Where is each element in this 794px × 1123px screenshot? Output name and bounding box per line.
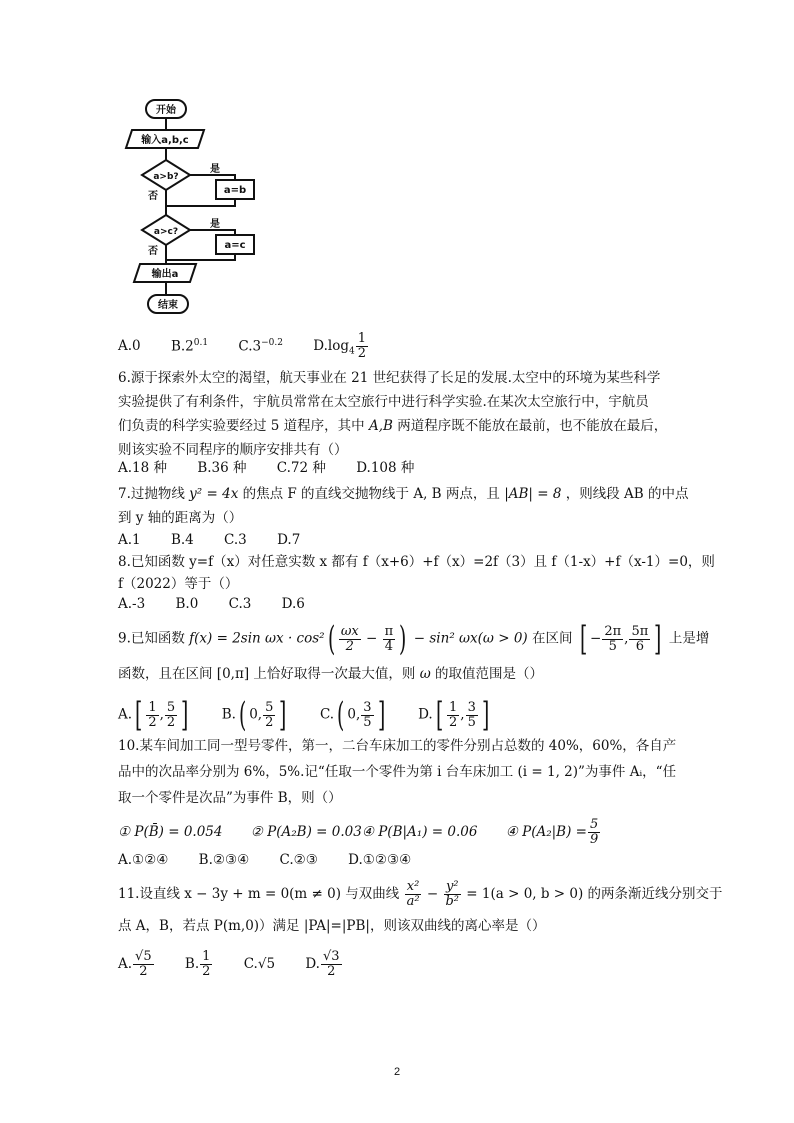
q5-option-b-exp: 0.1 — [193, 337, 209, 348]
q9-frac2-den: 4 — [384, 638, 394, 654]
q10-line2: 品中的次品率分别为 6%，5%.记“任取一个零件为第 i 台车床加工 (i = 1, 2)”为事件 Aᵢ，“任 — [118, 764, 677, 780]
q6-option-a: A.18 种 — [118, 460, 168, 476]
q10-statement-4-den: 9 — [589, 832, 599, 847]
q10-option-d: D.①②③④ — [348, 852, 412, 868]
q9-options — [118, 695, 518, 735]
q7-option-b: B.4 — [170, 532, 194, 548]
q11-minus: − — [422, 886, 443, 902]
q9-minus: − — [361, 630, 382, 647]
q11-frac-y — [443, 880, 461, 909]
q5-option-c-prefix: C. — [238, 338, 253, 354]
q9-option-a-close: ] — [181, 695, 189, 735]
q9-option-d — [418, 695, 492, 735]
q8-line2: f（2022）等于（） — [118, 576, 239, 592]
flow-no2-text: 否 — [148, 246, 158, 257]
q10-line3: 取一个零件是次品”为事件 B，则（） — [118, 790, 342, 806]
q5-option-c-base: 3 — [252, 338, 262, 354]
flow-assign2-text: a=c — [224, 240, 246, 251]
q5-option-d-den: 2 — [357, 346, 367, 361]
q9-option-a-comma: , — [159, 706, 164, 723]
q9-option-a-label: A. — [118, 706, 133, 723]
q11-line1-b: = 1(a > 0, b > 0) 的两条渐近线分别交于 — [462, 886, 723, 902]
flow-start-text: 开始 — [156, 105, 176, 116]
q7-line1-b: 的焦点 F 的直线交抛物线于 A, B 两点，且 — [238, 486, 505, 502]
q9-paren-open: ( — [327, 619, 335, 659]
q10-statements — [118, 818, 601, 847]
q10-statement-2: ② P(A₂B) = 0.03④ P(B|A₁) = 0.06 — [250, 824, 478, 840]
q9-line2-c: 的取值范围是（） — [430, 666, 543, 682]
flow-input-text: 输入a,b,c — [141, 135, 189, 146]
q11-option-d — [305, 950, 342, 979]
q5-option-b-prefix: B. — [170, 338, 186, 354]
q6-line3 — [118, 416, 667, 436]
flow-cond1-text: a>b? — [153, 172, 179, 182]
q9-line2-a: 函数，且在区间 — [118, 666, 217, 682]
q11-option-a — [118, 950, 155, 979]
q9-option-b-left: 0, — [249, 706, 263, 723]
q9-option-d-d2: 5 — [467, 714, 476, 730]
q10-statement-4-frac — [588, 818, 600, 847]
q5-option-b-base: 2 — [185, 338, 194, 354]
q11-frac-x-num: x² — [406, 879, 420, 894]
q9-option-d-comma: , — [460, 706, 465, 723]
q5-option-d-num: 1 — [357, 331, 367, 346]
flow-output-text: 输出a — [151, 269, 179, 280]
q7-equation: y² = 4x — [189, 486, 239, 502]
q7-line1-c: ，则线段 AB 的中点 — [561, 486, 689, 502]
q9-option-c-n2: 3 — [363, 699, 372, 715]
q9-option-b-open: ( — [238, 695, 247, 735]
q11-option-a-label: A. — [118, 956, 133, 972]
q9-interval-comma: , — [624, 630, 629, 647]
q11-line2: 点 A，B，若点 P(m,0)）满足 |PA|=|PB|，则该双曲线的离心率是（） — [118, 918, 546, 934]
q11-option-a-den: 2 — [139, 964, 148, 979]
q11-option-d-num: √3 — [322, 949, 340, 964]
q9-option-d-d1: 2 — [449, 714, 458, 730]
q9-option-c-frac — [361, 701, 373, 730]
q6-option-b: B.36 种 — [197, 460, 247, 476]
q9-frac2 — [383, 625, 396, 654]
q11-option-b-label: B. — [184, 956, 200, 972]
q9-option-d-n2: 3 — [467, 699, 476, 715]
q6-line3-a: 们负责的科学实验要经过 5 道程序，其中 — [118, 418, 369, 434]
q9-frac1-den: 2 — [345, 638, 354, 654]
q9-option-b-label: B. — [221, 706, 236, 723]
q10-option-c: C.②③ — [279, 852, 318, 868]
q11-frac-x — [405, 880, 422, 909]
flow-no1-text: 否 — [148, 191, 158, 202]
q9-interval2: [0,π] — [216, 666, 250, 682]
q5-options — [118, 332, 395, 362]
q11-option-b-den: 2 — [202, 964, 211, 979]
q9-option-b — [221, 695, 290, 735]
q9-option-a-n2: 5 — [166, 699, 176, 715]
q5-option-b — [171, 333, 208, 357]
q9-interval-frac2 — [629, 625, 650, 654]
q9-option-c-open: ( — [337, 695, 345, 735]
q10-statement-1: ① P(B̄) = 0.054 — [118, 824, 223, 840]
q9-option-a-frac2 — [165, 701, 177, 730]
flow-assign1-text: a=b — [223, 185, 247, 196]
q11-option-a-num: √5 — [135, 949, 152, 964]
q6-line3-c: 两道程序既不能放在最前，也不能放在最后， — [392, 418, 668, 434]
q9-option-c-left: 0, — [347, 706, 361, 723]
q9-option-b-d2: 2 — [265, 714, 274, 730]
q10-option-b: B.②③④ — [198, 852, 250, 868]
q9-interval-num2: 5π — [631, 623, 649, 639]
q9-omega: ω — [419, 666, 431, 682]
q9-paren-close: ) — [399, 619, 407, 659]
q11-option-d-frac — [321, 950, 342, 979]
q8-option-b: B.0 — [175, 596, 199, 612]
q11-line1-a: 11.设直线 x − 3y + m = 0(m ≠ 0) 与双曲线 — [118, 886, 404, 902]
q9-option-a — [118, 695, 191, 735]
q11-option-a-frac — [133, 950, 154, 979]
q9-option-d-close: ] — [481, 695, 490, 735]
q9-interval-den2: 6 — [635, 638, 645, 654]
q5-option-d-fraction — [356, 332, 368, 361]
q7-option-a: A.1 — [118, 532, 141, 548]
q9-option-d-frac2 — [466, 701, 478, 730]
q10-statement-4-num: 5 — [589, 817, 599, 832]
q9-expr-a: f(x) = 2sin ωx · cos² — [189, 630, 325, 647]
q9-frac2-num: π — [384, 623, 394, 639]
q11-option-b — [185, 950, 214, 979]
q7-option-d: D.7 — [277, 532, 301, 548]
q9-frac1-num: ωx — [340, 623, 359, 639]
q9-option-b-close: ] — [279, 695, 287, 735]
q9-option-a-open: [ — [135, 695, 143, 735]
flow-yes2-text: 是 — [210, 219, 220, 230]
q7-option-c: C.3 — [224, 532, 247, 548]
q9-interval-minus: − — [590, 630, 602, 647]
q9-interval-den1: 5 — [608, 638, 617, 654]
page-number: 2 — [394, 1066, 401, 1078]
q9-mid: 在区间 — [527, 630, 577, 647]
flow-cond2-text: a>c? — [153, 227, 179, 237]
q10-line1: 10.某车间加工同一型号零件，第一，二台车床加工的零件分别占总数的 40%，60%，各自产 — [118, 738, 677, 754]
q5-option-a: A.0 — [118, 338, 141, 354]
q6-option-c: C.72 种 — [276, 460, 326, 476]
flowchart — [118, 96, 258, 318]
q9-frac1 — [339, 625, 361, 654]
q9-option-d-frac1 — [447, 701, 459, 730]
q9-interval-open: [ — [579, 619, 588, 659]
q9-option-c-close: ] — [377, 695, 385, 735]
q5-option-d-prefix: D.log — [313, 338, 349, 354]
q10-statement-4 — [505, 817, 602, 847]
q9-option-c — [319, 695, 388, 735]
q7-options — [118, 530, 326, 550]
q6-line3-ab: A,B — [368, 418, 393, 434]
q10-options — [118, 850, 437, 870]
q9-option-a-frac1 — [146, 701, 158, 730]
q9-option-a-d2: 2 — [166, 714, 176, 730]
q11-frac-y-num: y² — [445, 879, 459, 894]
q10-option-a: A.①②④ — [118, 852, 169, 868]
q9-option-d-n1: 1 — [449, 699, 458, 715]
q8-line1: 8.已知函数 y=f（x）对任意实数 x 都有 f（x+6）+f（x）=2f（3）且 f（1-x）+f（x-1）=0，则 — [118, 554, 715, 570]
q11-option-c: C.√5 — [243, 956, 276, 972]
q11-options — [118, 950, 369, 979]
q5-option-c-exp: −0.2 — [261, 337, 283, 348]
q9-option-a-d1: 2 — [148, 714, 157, 730]
q6-line4: 则该实验不同程序的顺序安排共有（） — [118, 442, 348, 458]
flow-yes1-text: 是 — [210, 164, 220, 175]
flow-end-text: 结束 — [158, 300, 178, 311]
q9-option-d-label: D. — [418, 706, 433, 723]
q8-option-c: C.3 — [228, 596, 252, 612]
q9-option-a-n1: 1 — [148, 699, 157, 715]
q7-line2: 到 y 轴的距离为（） — [118, 510, 243, 526]
q7-line1 — [118, 484, 688, 504]
q9-option-c-d2: 5 — [363, 714, 372, 730]
q11-frac-x-den: a² — [406, 894, 420, 909]
q5-option-d-sub: 4 — [349, 346, 355, 357]
q9-interval-frac1 — [602, 625, 623, 654]
q6-option-d: D.108 种 — [356, 460, 415, 476]
q8-options — [118, 594, 331, 614]
q11-option-d-den: 2 — [327, 964, 336, 979]
q9-line1 — [118, 619, 710, 659]
q6-line2: 实验提供了有利条件，宇航员常常在太空旅行中进行科学实验.在某次太空旅行中，宇航员 — [118, 394, 649, 410]
q9-interval-close: ] — [654, 619, 662, 659]
q9-expr-b: − sin² ωx(ω > 0) — [409, 630, 528, 647]
q9-line2-b: 上恰好取得一次最大值，则 — [249, 666, 420, 682]
q11-option-b-num: 1 — [202, 949, 211, 964]
q9-prefix: 9.已知函数 — [118, 630, 190, 647]
q8-option-a: A.-3 — [118, 596, 146, 612]
q6-line1: 6.源于探索外太空的渴望，航天事业在 21 世纪获得了长足的发展.太空中的环境为某些科学 — [118, 370, 661, 386]
q7-ab-length: |AB| = 8 — [504, 486, 562, 502]
q8-option-d: D.6 — [281, 596, 305, 612]
q11-frac-y-den: b² — [445, 894, 459, 909]
q11-option-d-label: D. — [305, 956, 320, 972]
q9-interval-num1: 2π — [604, 623, 622, 639]
q6-options — [118, 458, 440, 478]
q9-option-d-open: [ — [435, 695, 444, 735]
q9-option-b-n2: 5 — [265, 699, 274, 715]
q10-statement-4-text: ④ P(A₂|B) = — [505, 824, 587, 840]
q9-line2 — [118, 664, 543, 684]
q11-line1 — [118, 880, 723, 909]
q9-suffix: 上是增 — [664, 630, 710, 647]
q9-option-c-label: C. — [319, 706, 335, 723]
q7-line1-a: 7.过抛物线 — [118, 486, 190, 502]
q9-option-b-frac — [263, 701, 275, 730]
q5-option-d — [313, 332, 369, 362]
q11-option-b-frac — [200, 950, 212, 979]
q5-option-c — [238, 333, 283, 357]
